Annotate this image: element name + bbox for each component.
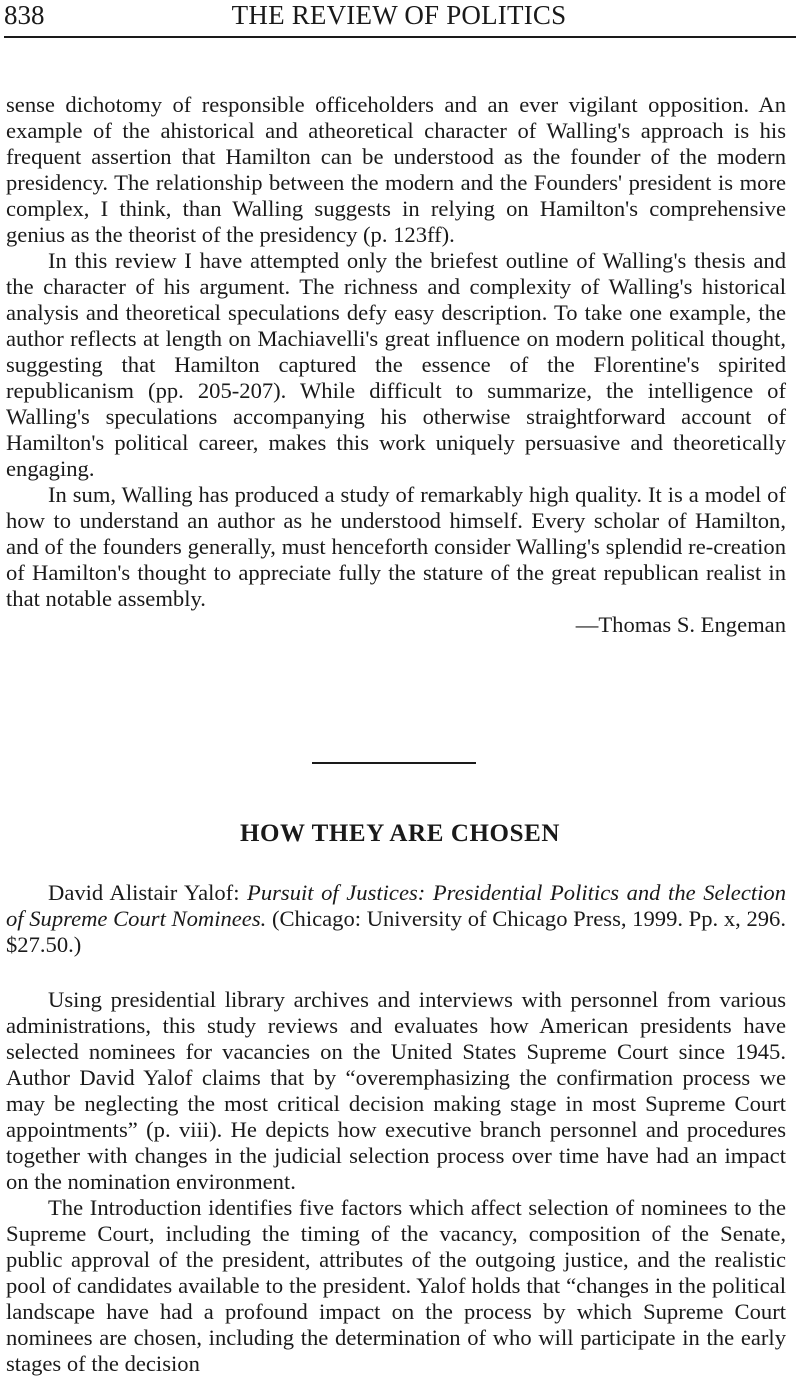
review-paragraph-continued: sense dichotomy of responsible officeholders and an ever vigilant opposition. An example of the ahistorical and atheoretical character of Walling's approach is his frequent assertion that Hamilton can be understood as the founder of the modern presidency. The relationship between the modern and the Founders' president is more complex, I think, than Walling suggests in relying on Hamilton's comprehensive genius as the theorist of the presidency (p. 123ff). — [6, 92, 786, 247]
review-engeman — [6, 92, 786, 638]
review-title: HOW THEY ARE CHOSEN — [239, 820, 561, 847]
book-author: David Alistair Yalof: — [48, 880, 240, 905]
book-title: Pursuit of Justices: Presidential Politics and the Selection of Supreme Court Nominees. — [6, 880, 786, 931]
review-paragraph: In sum, Walling has produced a study of remarkably high quality. It is a model of how to understand an author as he understood himself. Every scholar of Hamilton, and of the founders generally, must henceforth consider Walling's splendid re-creation of Hamilton's thought to appreciate fully the stature of the great republican realist in that notable assembly. — [6, 482, 786, 611]
book-citation — [6, 880, 786, 958]
book-publication: (Chicago: University of Chicago Press, 1999. Pp. x, 296. $27.50.) — [6, 906, 786, 957]
section-divider — [312, 762, 476, 764]
review-paragraph: In this review I have attempted only the briefest outline of Walling's thesis and the character of his argument. The richness and complexity of Walling's historical analysis and theoretical speculations defy easy description. To take one example, the author reflects at length on Machiavelli's great influence on modern political thought, suggesting that Hamilton captured the essence of the Florentine's spirited republicanism (pp. 205-207). While difficult to summarize, the intelligence of Walling's speculations accompanying his otherwise straightforward account of Hamilton's political career, makes this work uniquely persuasive and theoretically engaging. — [6, 248, 786, 481]
review-paragraph: The Introduction identifies five factors which affect selection of nominees to the Supreme Court, including the timing of the vacancy, composition of the Senate, public approval of the president, attributes of the outgoing justice, and the realistic pool of candidates available to the president. Yalof holds that “changes in the political landscape have had a profound impact on the process by which Supreme Court nominees are chosen, including the determination of who will participate in the early stages of the decision — [6, 1195, 786, 1376]
review-paragraph: Using presidential library archives and interviews with personnel from various administrations, this study reviews and evaluates how American presidents have selected nominees for vacancies on the United States Supreme Court since 1945. Author David Yalof claims that by “overemphasizing the confirmation process we may be neglecting the most critical decision making stage in most Supreme Court appointments” (p. viii). He depicts how executive branch personnel and procedures together with changes in the judicial selection process over time have had an impact on the nomination environment. — [6, 987, 786, 1194]
running-header — [4, 0, 794, 34]
header-rule — [4, 36, 796, 38]
journal-title: THE REVIEW OF POLITICS — [231, 0, 567, 30]
page-number: 838 — [4, 0, 45, 30]
reviewer-signature: —Thomas S. Engeman — [575, 612, 786, 637]
review-yalof — [6, 987, 786, 1377]
